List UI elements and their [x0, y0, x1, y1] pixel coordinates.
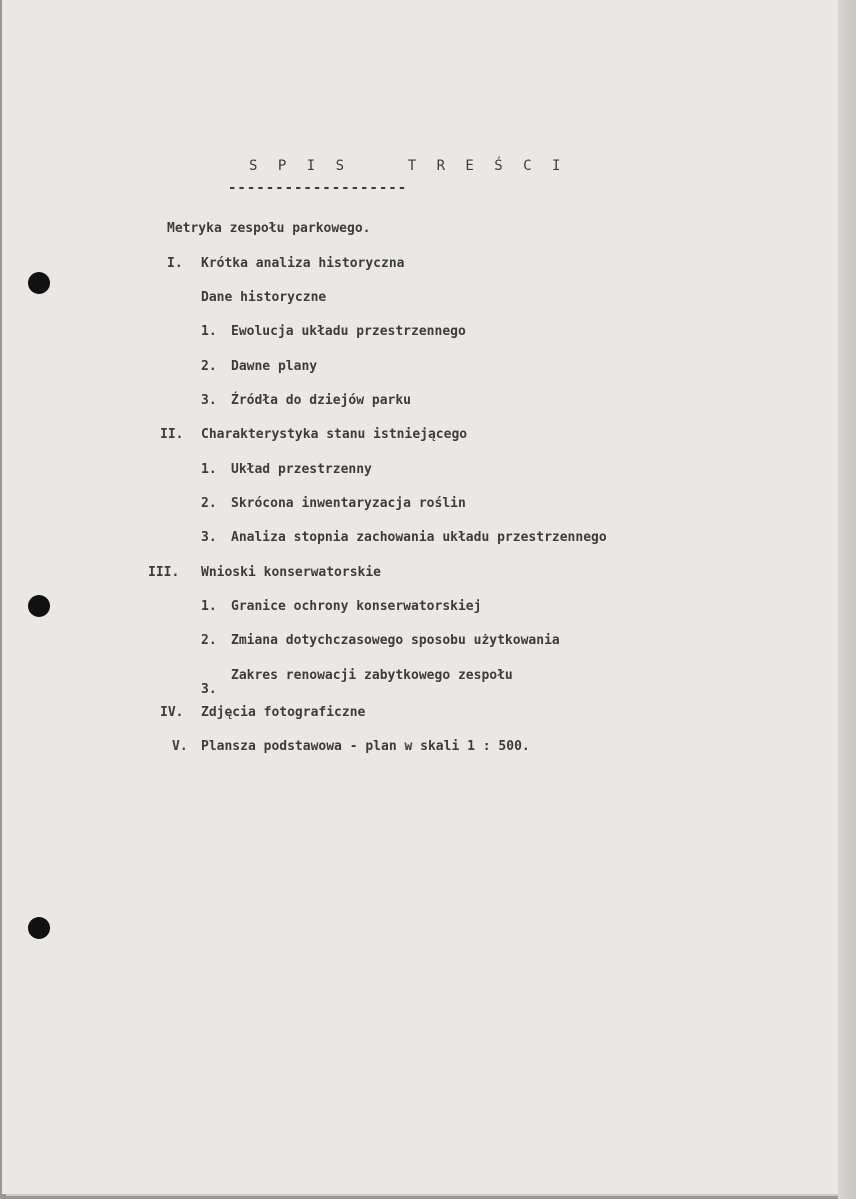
toc-entry-text: Źródła do dziejów parku — [231, 393, 412, 408]
punch-hole — [28, 595, 50, 617]
toc-entry-text: Analiza stopnia zachowania układu przestrzennego — [231, 530, 607, 545]
toc-entry-number: II. — [160, 427, 184, 442]
toc-entry-text: Układ przestrzenny — [231, 462, 372, 477]
toc-entry-number: V. — [172, 739, 188, 754]
toc-entry-number: 1. — [201, 462, 217, 477]
toc-entry-text: Metryka zespołu parkowego. — [167, 221, 371, 236]
toc-entry — [201, 497, 466, 510]
toc-entry-number: 2. — [201, 359, 217, 374]
document-page — [2, 0, 840, 1194]
toc-entry-text: Dawne plany — [231, 359, 318, 374]
toc-entry-number: 2. — [201, 633, 217, 648]
toc-entry-number: 2. — [201, 496, 217, 511]
toc-entry-text: Skrócona inwentaryzacja roślin — [231, 496, 466, 511]
toc-entry-text: Granice ochrony konserwatorskiej — [231, 599, 482, 614]
toc-entry — [160, 706, 365, 719]
toc-entry — [201, 394, 411, 407]
toc-entry — [201, 360, 317, 373]
title-underline: ------------------- — [228, 180, 408, 196]
toc-entry — [201, 531, 607, 544]
toc-entry — [201, 600, 481, 613]
toc-entry-number: 3. — [201, 682, 217, 697]
toc-entry — [201, 325, 466, 338]
toc-entry-number: 3. — [201, 393, 217, 408]
toc-entry — [201, 668, 513, 697]
toc-entry — [172, 740, 530, 753]
toc-entry-text: Krótka analiza historyczna — [201, 256, 405, 271]
toc-entry — [167, 257, 405, 270]
page-edge — [838, 0, 856, 1199]
toc-entry-text: Wnioski konserwatorskie — [201, 565, 382, 580]
toc-entry — [148, 566, 381, 579]
toc-entry-text: Charakterystyka stanu istniejącego — [201, 427, 468, 442]
toc-entry — [201, 634, 560, 647]
toc-entry-number: 1. — [201, 599, 217, 614]
toc-entry — [201, 463, 372, 476]
toc-entry — [160, 428, 467, 441]
toc-entry-text: Zdjęcia fotograficzne — [201, 705, 366, 720]
toc-entry-number: IV. — [160, 705, 184, 720]
toc-entry-text: Ewolucja układu przestrzennego — [231, 324, 466, 339]
toc-entry — [167, 222, 371, 235]
toc-entry-text: Dane historyczne — [201, 290, 327, 305]
toc-entry-text: Plansza podstawowa - plan w skali 1 : 500. — [201, 739, 530, 754]
punch-hole — [28, 917, 50, 939]
toc-title: S P I S T R E Ś C I — [249, 158, 567, 174]
toc-entry-number: I. — [167, 256, 183, 271]
toc-entry-text: Zakres renowacji zabytkowego zespołu — [231, 668, 513, 683]
toc-entry — [201, 291, 326, 304]
toc-entry-number: 1. — [201, 324, 217, 339]
toc-entry-number: III. — [148, 565, 180, 580]
toc-entry-text: Zmiana dotychczasowego sposobu użytkowania — [231, 633, 560, 648]
punch-hole — [28, 272, 50, 294]
toc-entry-number: 3. — [201, 530, 217, 545]
